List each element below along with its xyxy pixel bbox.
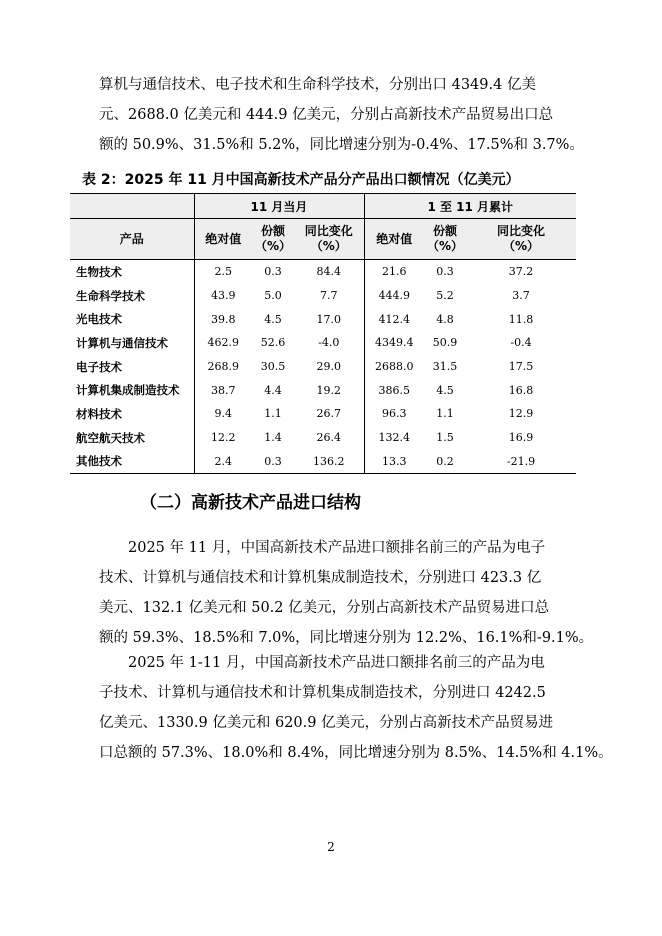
table-row [70,260,576,284]
table-row [70,307,576,331]
cell-m-share: 4.4 [264,383,282,397]
product-name: 电子技术 [70,355,194,379]
product-name: 计算机与通信技术 [70,331,194,355]
table-column-header-row [70,219,576,260]
header-share [252,219,294,260]
cell-m-abs: 462.9 [207,336,239,350]
cell-c-share: 1.5 [436,431,454,445]
cell-c-abs: 412.4 [378,312,410,326]
table-row [70,450,576,474]
paragraph-import-cumulative [99,648,613,768]
table-group-header-row [70,194,576,219]
header-empty [70,194,194,219]
product-name: 计算机集成制造技术 [70,378,194,402]
cell-c-abs: 13.3 [364,450,424,474]
cell-c-yoy: 16.9 [508,431,534,445]
cell-m-share: 52.6 [260,336,286,350]
table-row [70,284,576,308]
product-name: 航空航天技术 [70,426,194,450]
cell-m-yoy: 136.2 [294,450,364,474]
paragraph-line: 子技术、计算机与通信技术和计算机集成制造技术，分别进口 4242.5 [99,685,546,701]
header-group-cumulative: 1 至 11 月累计 [364,194,576,219]
cell-m-yoy: 17.0 [294,307,364,331]
table-row [70,426,576,450]
cell-c-abs: 386.5 [378,383,410,397]
paragraph-line: 技术、计算机与通信技术和计算机集成制造技术，分别进口 423.3 亿 [99,570,542,586]
table-caption: 表 2：2025 年 11 月中国高新技术产品分产品出口额情况（亿美元） [82,172,520,188]
paragraph-line: 亿美元、1330.9 亿美元和 620.9 亿美元，分别占高新技术产品贸易进 [99,715,554,731]
cell-c-abs: 96.3 [382,407,407,421]
cell-m-share: 5.0 [264,289,282,303]
cell-c-abs: 4349.4 [375,336,414,350]
table-row [70,355,576,379]
cell-m-share: 0.3 [252,450,294,474]
cell-m-abs: 39.8 [211,312,236,326]
cell-c-yoy: 12.9 [508,407,534,421]
cell-c-abs: 2688.0 [375,360,414,374]
cell-m-abs: 43.9 [211,289,236,303]
header-share-line: 份额 [260,224,285,238]
table-row [70,378,576,402]
header-yoy-line: 同比变化 [304,224,353,238]
cell-c-yoy: 17.5 [508,360,534,374]
paragraph-line: 元、2688.0 亿美元和 444.9 亿美元，分别占高新技术产品贸易出口总 [99,107,554,123]
paragraph-line: 口总额的 57.3%、18.0%和 8.4%，同比增速分别为 8.5%、14.5%和 4.1%。 [99,745,613,761]
header-yoy [466,219,576,260]
cell-c-share: 4.5 [436,383,454,397]
paragraph-import-november [99,533,594,653]
header-absolute: 绝对值 [194,219,252,260]
cell-c-yoy: 37.2 [508,265,534,279]
cell-c-yoy: -21.9 [466,450,576,474]
cell-m-yoy: 7.7 [294,284,364,308]
cell-c-share: 4.8 [436,312,454,326]
cell-c-yoy: -0.4 [510,336,532,350]
cell-c-share: 5.2 [436,289,454,303]
header-group-month: 11 月当月 [194,194,364,219]
header-share [424,219,466,260]
cell-c-share: 0.3 [436,265,454,279]
cell-m-share: 4.5 [264,312,282,326]
paragraph-line: 2025 年 11 月，中国高新技术产品进口额排名前三的产品为电子 [128,540,546,556]
paragraph-line: 额的 50.9%、31.5%和 5.2%，同比增速分别为-0.4%、17.5%和 3.7%。 [99,137,584,153]
cell-m-abs: 2.5 [214,265,232,279]
cell-m-abs: 2.4 [194,450,252,474]
cell-m-yoy: -4.0 [294,331,364,355]
cell-c-yoy: 16.8 [508,383,534,397]
cell-m-yoy: 84.4 [294,260,364,284]
header-product: 产品 [70,219,194,260]
product-name: 材料技术 [70,402,194,426]
cell-m-yoy: 29.0 [294,355,364,379]
header-share-line: 份额 [432,224,457,238]
header-absolute: 绝对值 [364,219,424,260]
table-row [70,331,576,355]
header-yoy-line: 同比变化 [496,224,545,238]
paragraph-line: 算机与通信技术、电子技术和生命科学技术，分别出口 4349.4 亿美 [99,77,536,93]
cell-m-share: 1.1 [264,407,282,421]
cell-m-share: 1.4 [264,431,282,445]
table-row [70,402,576,426]
cell-c-share: 31.5 [432,360,458,374]
cell-m-abs: 38.7 [211,383,236,397]
cell-m-yoy: 26.4 [294,426,364,450]
header-yoy-unit: （%） [502,239,540,253]
header-share-unit: （%） [254,239,292,253]
cell-m-abs: 12.2 [211,431,236,445]
cell-m-yoy: 26.7 [294,402,364,426]
product-name: 生命科学技术 [70,284,194,308]
product-name: 生物技术 [70,260,194,284]
page-number: 2 [327,840,335,854]
header-yoy [294,219,364,260]
paragraph-line: 美元、132.1 亿美元和 50.2 亿美元，分别占高新技术产品贸易进口总 [99,600,550,616]
paragraph-line: 额的 59.3%、18.5%和 7.0%，同比增速分别为 12.2%、16.1%和-9.1%。 [99,630,594,646]
paragraph-line: 2025 年 1-11 月，中国高新技术产品进口额排名前三的产品为电 [128,655,545,671]
export-table [70,193,576,474]
cell-c-yoy: 11.8 [508,312,534,326]
paragraph-export-summary [99,70,584,160]
section-heading: （二）高新技术产品进口结构 [140,493,361,513]
cell-c-yoy: 3.7 [512,289,530,303]
cell-c-abs: 444.9 [378,289,410,303]
product-name: 光电技术 [70,307,194,331]
cell-c-share: 0.2 [424,450,466,474]
cell-c-share: 50.9 [432,336,458,350]
product-name: 其他技术 [70,450,194,474]
cell-m-share: 30.5 [260,360,286,374]
cell-c-abs: 132.4 [378,431,410,445]
header-yoy-unit: （%） [310,239,347,253]
cell-c-abs: 21.6 [382,265,407,279]
header-share-unit: （%） [426,239,464,253]
cell-m-abs: 9.4 [214,407,232,421]
cell-c-share: 1.1 [436,407,454,421]
cell-m-share: 0.3 [264,265,282,279]
cell-m-abs: 268.9 [207,360,239,374]
cell-m-yoy: 19.2 [294,378,364,402]
